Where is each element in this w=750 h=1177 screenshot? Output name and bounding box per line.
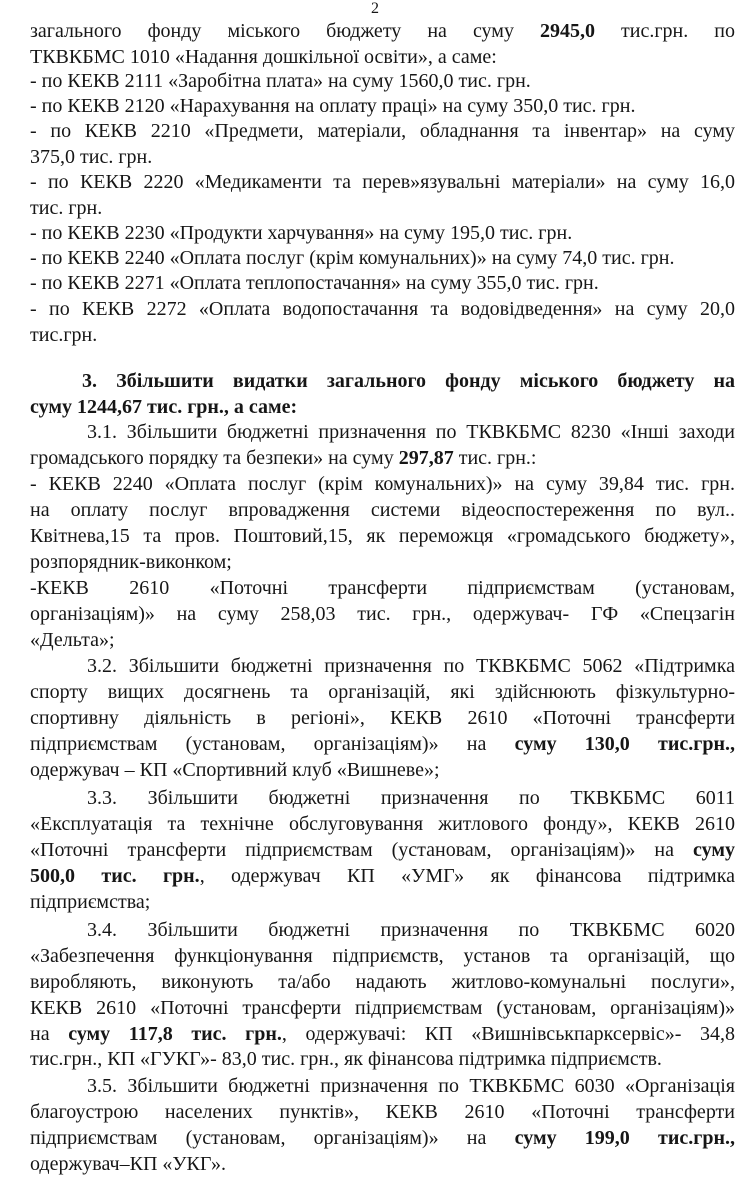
- text-line: організаціям)» на суму 258,03 тис. грн., одержувач- ГФ «Спецзагін: [30, 603, 735, 625]
- text-line: благоустрою населених пунктів», КЕКВ 2610 «Поточні трансферти: [30, 1101, 735, 1123]
- text-segment: підприємствам (установам, організаціям)» на: [30, 733, 515, 755]
- text-line: - по КЕКВ 2120 «Нарахування на оплату праці» на суму 350,0 тис. грн.: [30, 95, 636, 117]
- text-line: - по КЕКВ 2240 «Оплата послуг (крім комунальних)» на суму 74,0 тис. грн.: [30, 247, 675, 269]
- text-line: - по КЕКВ 2210 «Предмети, матеріали, обладнання та інвентар» на суму: [30, 120, 735, 142]
- text-line: ТКВКБМС 1010 «Надання дошкільної освіти», а саме:: [30, 46, 497, 68]
- text-segment: , одержувач КП «УМГ» як фінансова підтримка: [199, 865, 735, 887]
- text-line: підприємства;: [30, 891, 151, 913]
- text-line: одержувач – КП «Спортивний клуб «Вишневе»;: [30, 759, 440, 781]
- text-segment: , одержувачі: КП «Вишнівськпарксервіс»- 34,8: [281, 1023, 735, 1045]
- text-line: - по КЕКВ 2271 «Оплата теплопостачання» на суму 355,0 тис. грн.: [30, 272, 599, 294]
- text-line: [30, 731, 735, 757]
- text-line: спортивну діяльність в регіоні», КЕКВ 2610 «Поточні трансферти: [30, 707, 735, 729]
- text-segment: громадського порядку та безпеки» на суму: [30, 447, 399, 469]
- text-line: тис.грн., КП «ГУКГ»- 83,0 тис. грн., як фінансова підтримка підприємств.: [30, 1048, 662, 1070]
- text-line: - по КЕКВ 2111 «Заробітна плата» на суму 1560,0 тис. грн.: [30, 70, 531, 92]
- text-line: 3.1. Збільшити бюджетні призначення по ТКВКБМС 8230 «Інші заходи: [87, 421, 735, 443]
- text-line: [30, 863, 735, 889]
- text-line: - КЕКВ 2240 «Оплата послуг (крім комунальних)» на суму 39,84 тис. грн.: [30, 473, 735, 495]
- text-line: тис. грн.: [30, 197, 103, 219]
- text-line: спорту вищих досягнень та організацій, які здійснюють фізкультурно-: [30, 681, 735, 703]
- text-line: - по КЕКВ 2230 «Продукти харчування» на суму 195,0 тис. грн.: [30, 222, 573, 244]
- bold-segment: суму 130,0 тис.грн.,: [514, 733, 735, 755]
- text-line: «Експлуатація та технічне обслуговування житлового фонду», КЕКВ 2610: [30, 813, 735, 835]
- text-line: одержувач–КП «УКГ».: [30, 1153, 226, 1175]
- text-line: 3.5. Збільшити бюджетні призначення по ТКВКБМС 6030 «Організація: [87, 1075, 735, 1097]
- bold-segment: суму: [693, 839, 735, 861]
- text-segment: «Поточні трансферти підприємствам (установам, організаціям)» на: [30, 839, 694, 861]
- text-line: - по КЕКВ 2220 «Медикаменти та перев»язувальні матеріали» на суму 16,0: [30, 171, 735, 193]
- text-line: [30, 18, 735, 44]
- text-line: 3.2. Збільшити бюджетні призначення по ТКВКБМС 5062 «Підтримка: [87, 655, 735, 677]
- bold-segment: 500,0 тис. грн.: [30, 865, 200, 887]
- text-line: [30, 1125, 735, 1151]
- text-line: [30, 1021, 735, 1047]
- text-segment: тис.грн. по: [594, 20, 735, 42]
- text-segment: загального фонду міського бюджету на суму: [30, 20, 540, 42]
- text-line: 3.4. Збільшити бюджетні призначення по ТКВКБМС 6020: [87, 919, 735, 941]
- text-line: -КЕКВ 2610 «Поточні трансферти підприємствам (установам,: [30, 577, 735, 599]
- bold-segment: суму 199,0 тис.грн.,: [514, 1127, 735, 1149]
- text-line: 3.3. Збільшити бюджетні призначення по ТКВКБМС 6011: [87, 787, 735, 809]
- text-line: 3. Збільшити видатки загального фонду міського бюджету на: [82, 370, 735, 392]
- text-line: на оплату послуг впровадження системи відеоспостереження по вул..: [30, 499, 735, 521]
- bold-segment: 2945,0: [539, 20, 595, 42]
- text-line: [30, 445, 735, 471]
- text-line: суму 1244,67 тис. грн., а саме:: [30, 396, 298, 418]
- bold-segment: 297,87: [398, 447, 454, 469]
- text-line: виробляють, виконують та/або надають житлово-комунальні послуги»,: [30, 971, 735, 993]
- text-line: [30, 837, 735, 863]
- text-line: «Дельта»;: [30, 629, 115, 651]
- text-line: розпорядник-виконком;: [30, 551, 232, 573]
- page-number: 2: [371, 0, 379, 17]
- text-line: - по КЕКВ 2272 «Оплата водопостачання та водовідведення» на суму 20,0: [30, 298, 735, 320]
- text-line: «Забезпечення функціонування підприємств, установ та організацій, що: [30, 945, 735, 967]
- text-line: тис.грн.: [30, 324, 98, 346]
- text-segment: тис. грн.:: [453, 447, 537, 469]
- text-segment: на: [30, 1023, 69, 1045]
- text-line: КЕКВ 2610 «Поточні трансферти підприємствам (установам, організаціям)»: [30, 997, 735, 1019]
- text-line: Квітнева,15 та пров. Поштовий,15, як переможця «громадського бюджету»,: [30, 525, 735, 547]
- bold-segment: суму 117,8 тис. грн.: [68, 1023, 282, 1045]
- text-segment: підприємствам (установам, організаціям)» на: [30, 1127, 515, 1149]
- text-line: 375,0 тис. грн.: [30, 146, 153, 168]
